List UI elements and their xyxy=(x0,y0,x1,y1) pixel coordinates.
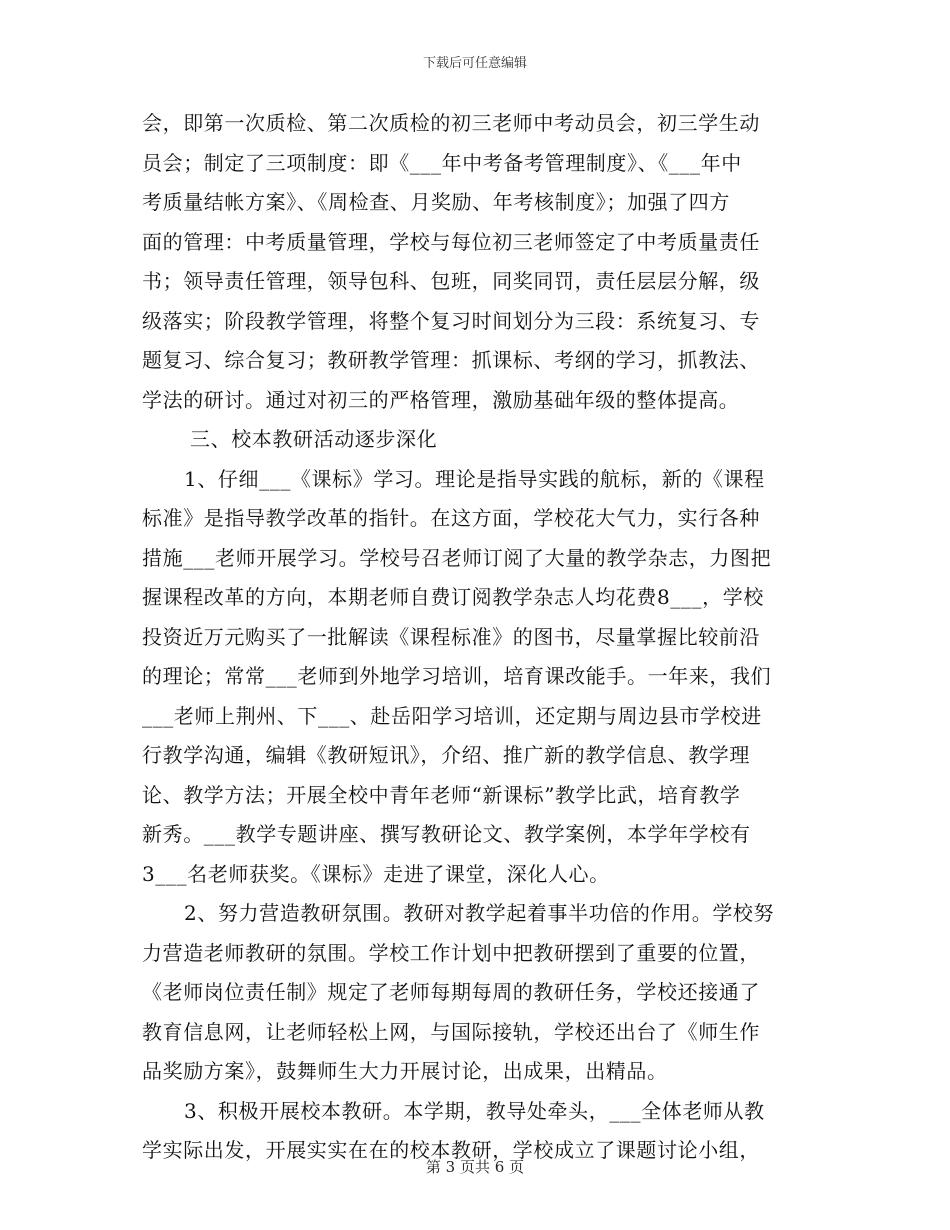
text-line: 标准》是指导教学改革的指针。在这方面，学校花大气力，实行各种 xyxy=(142,506,760,530)
text-line: 1、仔细___《课标》学习。理论是指导实践的航标，新的《课程 xyxy=(184,466,765,491)
text-line: 《老师岗位责任制》规定了老师每期每周的教研任务，学校还接通了 xyxy=(142,980,760,1004)
text-line: 措施___老师开展学习。学校号召老师订阅了大量的教学杂志，力图把 xyxy=(142,545,772,570)
text-line: 3、积极开展校本教研。本学期，教导处牵头，___全体老师从教 xyxy=(184,1098,765,1123)
text-line: 品奖励方案》，鼓舞师生大力开展讨论，出成果，出精品。 xyxy=(142,1059,668,1083)
text-line: 会，即第一次质检、第二次质检的初三老师中考动员会，初三学生动 xyxy=(142,111,760,135)
text-line: ___老师上荆州、下___、赴岳阳学习培训，还定期与周边县市学校进 xyxy=(142,703,762,728)
text-line: 面的管理：中考质量管理，学校与每位初三老师签定了中考质量责任 xyxy=(142,229,760,254)
text-line: 题复习、综合复习；教研教学管理：抓课标、考纲的学习，抓教法、 xyxy=(142,348,760,372)
text-line: 力营造老师教研的氛围。学校工作计划中把教研摆到了重要的位置， xyxy=(142,940,760,965)
text-line: 3___名老师获奖。《课标》走进了课堂，深化人心。 xyxy=(142,861,610,886)
text-line: 行教学沟通，编辑《教研短讯》，介绍、推广新的教学信息、教学理 xyxy=(142,743,750,767)
document-body xyxy=(142,104,812,1171)
text-line: 级落实；阶段教学管理，将整个复习时间划分为三段：系统复习、专 xyxy=(142,308,760,333)
page-header: 下载后可任意编辑 xyxy=(422,56,527,71)
text-line: 学实际出发，开展实实在在的校本教研，学校成立了课题讨论小组， xyxy=(142,1138,760,1162)
page-number: 第 3 页共 6 页 xyxy=(425,1158,525,1176)
text-line: 书；领导责任管理，领导包科、包班，同奖同罚，责任层层分解，级 xyxy=(142,269,760,293)
text-line: 投资近万元购买了一批解读《课程标准》的图书，尽量掌握比较前沿 xyxy=(142,624,760,649)
section-heading: 三、校本教研活动逐步深化 xyxy=(190,427,438,451)
text-line: 员会；制定了三项制度：即《___年中考备考管理制度》、《___年中 xyxy=(142,150,742,175)
text-line: 教育信息网，让老师轻松上网，与国际接轨，学校还出台了《师生作 xyxy=(142,1019,760,1044)
text-line: 2、努力营造教研氛围。教研对教学起着事半功倍的作用。学校努 xyxy=(184,901,775,925)
text-line: 学法的研讨。通过对初三的严格管理，激励基础年级的整体提高。 xyxy=(142,387,740,412)
text-line: 的理论；常常___老师到外地学习培训，培育课改能手。一年来，我们 xyxy=(142,664,772,688)
text-line: 论、教学方法；开展全校中青年老师“新课标”教学比武，培育教学 xyxy=(142,782,741,807)
text-line: 考质量结帐方案》、《周检查、月奖励、年考核制度》；加强了四方 xyxy=(142,190,730,214)
text-line: 新秀。___教学专题讲座、撰写教研论文、教学案例，本学年学校有 xyxy=(142,822,751,846)
text-line: 握课程改革的方向，本期老师自费订阅教学杂志人均花费8___，学校 xyxy=(142,585,764,609)
